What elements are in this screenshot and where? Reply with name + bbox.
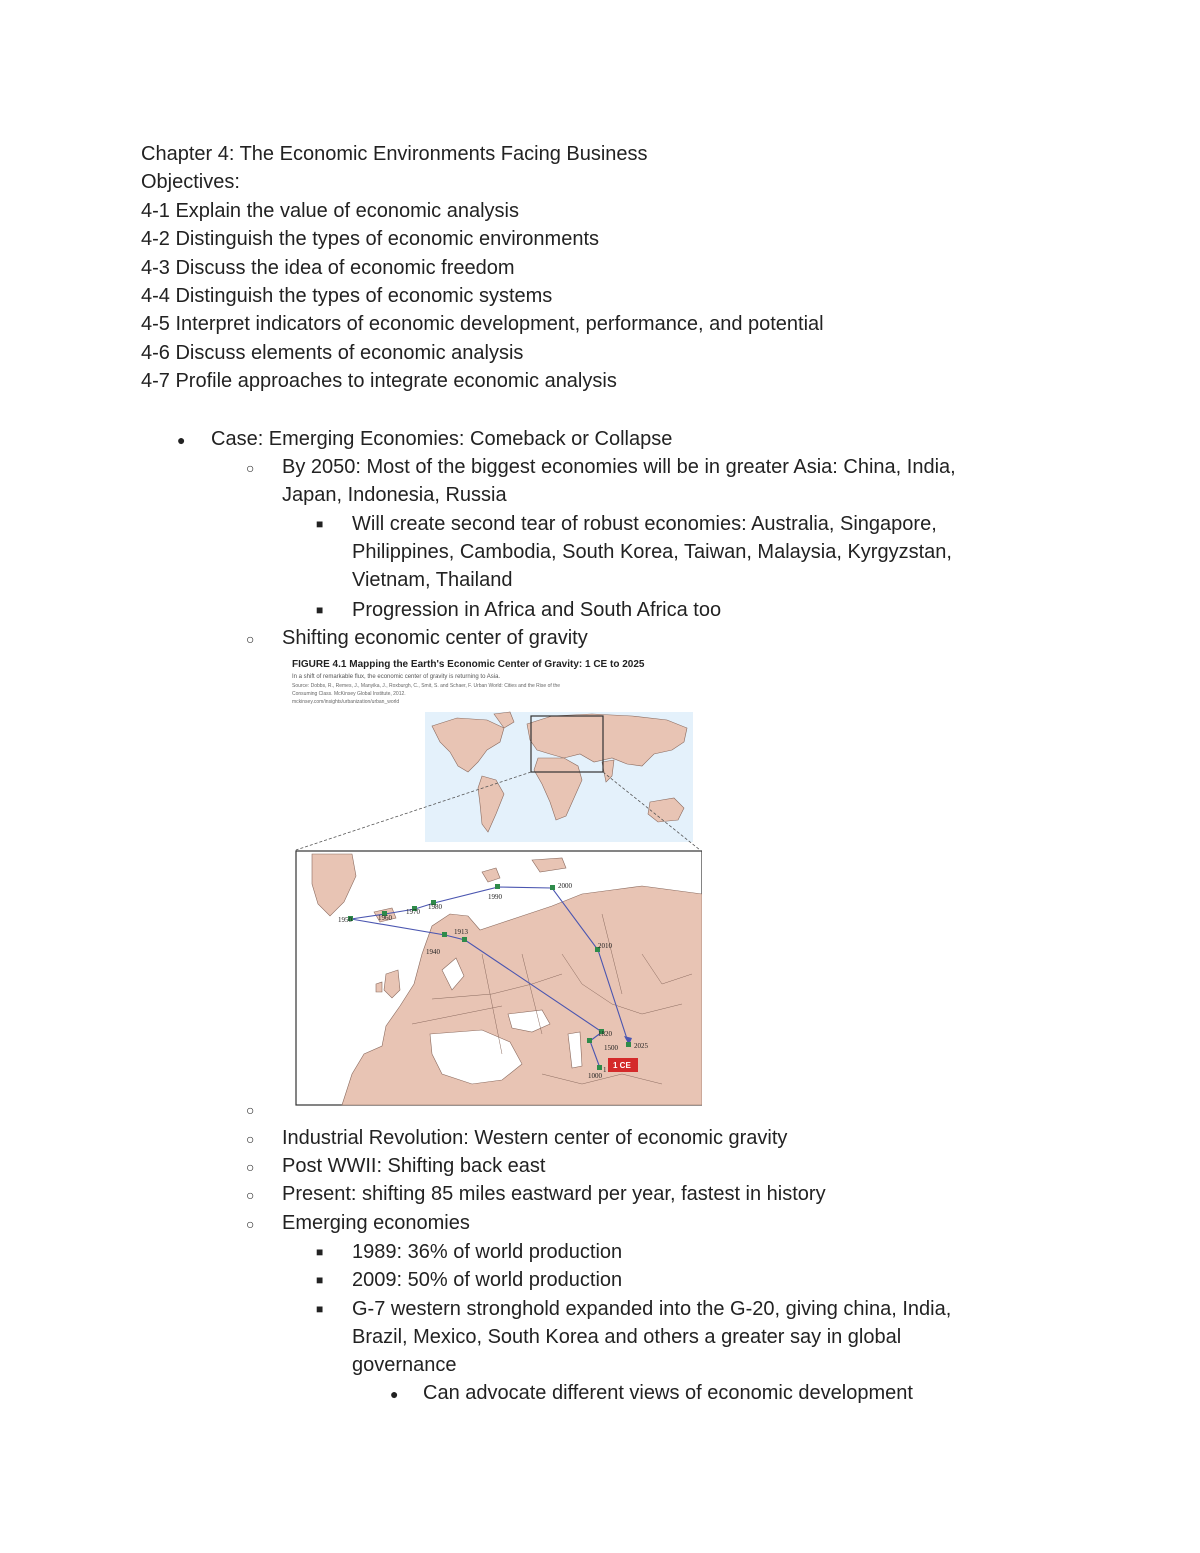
- second-tier-line: Vietnam, Thailand: [352, 569, 513, 591]
- figure-4-1: [282, 654, 702, 1106]
- g7-line: Brazil, Mexico, South Korea and others a greater say in global: [352, 1326, 902, 1348]
- document-header: [141, 140, 824, 396]
- figure-source: mckinsey.com/insights/urbanization/urban_world: [292, 699, 400, 705]
- square-bullet-icon: ■: [316, 1245, 324, 1259]
- hollow-bullet-icon: ○: [246, 1131, 255, 1147]
- by-2050-line: Japan, Indonesia, Russia: [282, 484, 507, 506]
- figure-title: FIGURE 4.1 Mapping the Earth's Economic Center of Gravity: 1 CE to 2025: [292, 659, 645, 670]
- economic-gravity-map: [282, 654, 702, 1106]
- year-label: 1970: [406, 908, 420, 916]
- year-label: 1: [603, 1066, 607, 1074]
- post-wwii-line: Post WWII: Shifting back east: [282, 1155, 546, 1177]
- africa-line: Progression in Africa and South Africa too: [352, 599, 722, 621]
- figure-caption: In a shift of remarkable flux, the economic center of gravity is returning to Asia.: [292, 674, 501, 680]
- year-label: 2010: [598, 942, 612, 950]
- second-tier-line: Will create second tear of robust economies: Australia, Singapore,: [352, 513, 937, 535]
- objectives-label: Objectives:: [141, 171, 240, 194]
- year-label: 1820: [598, 1030, 612, 1038]
- year-2009-line: 2009: 50% of world production: [352, 1269, 623, 1291]
- objective-item: 4-7 Profile approaches to integrate economic analysis: [141, 370, 617, 393]
- year-label: 2000: [558, 882, 572, 890]
- year-label: 1960: [378, 914, 392, 922]
- square-bullet-icon: ■: [316, 1302, 324, 1316]
- year-label: 1500: [604, 1044, 618, 1052]
- year-label: 1990: [488, 893, 502, 901]
- objective-item: 4-6 Discuss elements of economic analysis: [141, 341, 524, 364]
- g7-line: governance: [352, 1354, 457, 1376]
- year-label: 1980: [428, 903, 442, 911]
- filled-bullet-icon: ●: [390, 1386, 399, 1402]
- year-label: 2025: [634, 1042, 648, 1050]
- shifting-line: Shifting economic center of gravity: [282, 627, 588, 649]
- objective-item: 4-1 Explain the value of economic analysis: [141, 199, 519, 222]
- objective-item: 4-2 Distinguish the types of economic environments: [141, 228, 600, 251]
- emerging-line: Emerging economies: [282, 1212, 470, 1234]
- year-label: 1940: [426, 948, 440, 956]
- hollow-bullet-icon: ○: [246, 1216, 255, 1232]
- hollow-bullet-icon: ○: [246, 1102, 255, 1118]
- square-bullet-icon: ■: [316, 1273, 324, 1287]
- case-title: Case: Emerging Economies: Comeback or Collapse: [211, 428, 673, 450]
- hollow-bullet-icon: ○: [246, 1187, 255, 1203]
- industrial-line: Industrial Revolution: Western center of economic gravity: [282, 1127, 788, 1149]
- callout-1ce-label: 1 CE: [613, 1061, 631, 1070]
- advocate-line: Can advocate different views of economic development: [423, 1382, 913, 1404]
- second-tier-line: Philippines, Cambodia, South Korea, Taiwan, Malaysia, Kyrgyzstan,: [352, 541, 952, 563]
- filled-bullet-icon: ●: [177, 432, 186, 448]
- g7-line: G-7 western stronghold expanded into the G-20, giving china, India,: [352, 1298, 952, 1320]
- by-2050-line: By 2050: Most of the biggest economies will be in greater Asia: China, India,: [282, 456, 956, 478]
- year-label: 1000: [588, 1072, 602, 1080]
- objective-item: 4-5 Interpret indicators of economic development, performance, and potential: [141, 313, 824, 336]
- objective-item: 4-4 Distinguish the types of economic systems: [141, 285, 553, 308]
- figure-source: Consuming Class. McKinsey Global Institute, 2012.: [292, 691, 406, 697]
- square-bullet-icon: ■: [316, 603, 324, 617]
- hollow-bullet-icon: ○: [246, 1159, 255, 1175]
- figure-source: Source: Dobbs, R., Remes, J., Manyika, J., Roxburgh, C., Smit, S. and Schaer, F. Urban World: Cities and the Rise of the: [292, 683, 561, 689]
- present-line: Present: shifting 85 miles eastward per year, fastest in history: [282, 1183, 826, 1205]
- hollow-bullet-icon: ○: [246, 460, 255, 476]
- hollow-bullet-icon: ○: [246, 631, 255, 647]
- year-1989-line: 1989: 36% of world production: [352, 1241, 623, 1263]
- square-bullet-icon: ■: [316, 517, 324, 531]
- year-label: 1950: [338, 916, 352, 924]
- chapter-title: Chapter 4: The Economic Environments Facing Business: [141, 143, 648, 165]
- objective-item: 4-3 Discuss the idea of economic freedom: [141, 256, 515, 279]
- year-label: 1913: [454, 928, 468, 936]
